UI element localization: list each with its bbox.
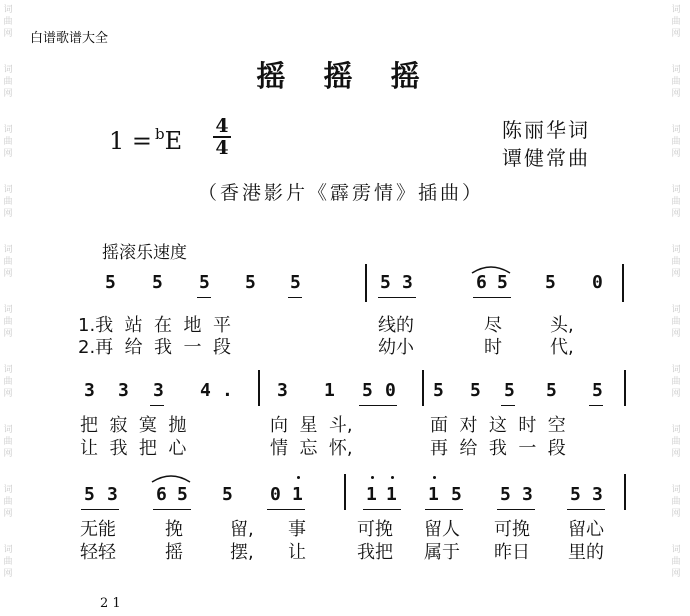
lyric-verse1-part14: 可挽 <box>494 519 530 540</box>
watermark-column-left: 词 曲 网 词 曲 网 词 曲 网 词 曲 网 词 曲 网 词 曲 网 词 曲 网 词 曲 网 词 曲 网 词 曲 网 <box>3 5 13 579</box>
flat-sign: b <box>155 125 165 143</box>
watermark-column-right: 词 曲 网 词 曲 网 词 曲 网 词 曲 网 词 曲 网 词 曲 网 词 曲 网 词 曲 网 词 曲 网 词 曲 网 <box>671 5 681 579</box>
lyric-verse2-part6: 情 忘 怀, <box>270 438 353 459</box>
lyric-verse1-part7: 面 对 这 时 空 <box>430 415 566 436</box>
dotted-note-mark: . <box>222 380 233 401</box>
song-title: 摇 摇 摇 <box>256 59 434 93</box>
underline <box>150 405 164 406</box>
bar-line <box>344 474 346 510</box>
note: 1 <box>292 484 303 505</box>
lyric-verse2-part4: 代, <box>550 337 574 358</box>
note: 5 <box>105 272 116 293</box>
high-octave-dot <box>433 476 436 479</box>
high-octave-dot <box>391 476 394 479</box>
note: 0 <box>385 380 396 401</box>
lyric-verse1-part10: 留, <box>230 519 254 540</box>
subtitle: （香港影片《霹雳情》插曲） <box>198 182 485 204</box>
lyric-verse2-part11: 让 <box>288 542 306 563</box>
bar-line <box>622 264 624 302</box>
note: 5 <box>84 484 95 505</box>
lyric-verse2-part7: 再 给 我 一 段 <box>430 438 566 459</box>
underline <box>288 297 302 298</box>
lyric-verse1-part4: 头, <box>550 315 574 336</box>
note: 3 <box>84 380 95 401</box>
lyric-verse1-part13: 留人 <box>424 519 460 540</box>
underline <box>497 509 535 510</box>
note: 3 <box>118 380 129 401</box>
key-signature <box>109 125 182 155</box>
note: 5 <box>177 484 188 505</box>
bar-line <box>422 370 424 406</box>
note: 5 <box>545 272 556 293</box>
underline <box>267 509 305 510</box>
note: 3 <box>107 484 118 505</box>
lyric-verse1-part15: 留心 <box>568 519 604 540</box>
site-label: 白谱歌谱大全 <box>30 31 109 46</box>
high-octave-dot <box>297 476 300 479</box>
underline <box>589 405 603 406</box>
note: 3 <box>522 484 533 505</box>
note: 5 <box>500 484 511 505</box>
note: 5 <box>470 380 481 401</box>
composer-credit: 谭健常曲 <box>502 146 590 170</box>
page-number: 2 1 <box>100 596 121 611</box>
underline <box>378 297 416 298</box>
lyric-verse2-part13: 属于 <box>424 542 460 563</box>
lyric-verse2-part8: 轻轻 <box>80 542 116 563</box>
lyric-verse1-part2: 线的 <box>378 315 414 336</box>
note: 5 <box>152 272 163 293</box>
underline <box>153 509 191 510</box>
note: 5 <box>451 484 462 505</box>
lyric-verse1-part5: 把 寂 寞 抛 <box>80 415 187 436</box>
note: 5 <box>504 380 515 401</box>
underline <box>363 509 401 510</box>
note: 0 <box>270 484 281 505</box>
note: 5 <box>546 380 557 401</box>
note: 5 <box>380 272 391 293</box>
underline <box>501 405 515 406</box>
note: 4 <box>200 380 211 401</box>
note: 6 <box>476 272 487 293</box>
note: 5 <box>290 272 301 293</box>
bar-line <box>624 474 626 510</box>
lyric-verse2-part9: 摇 <box>165 542 183 563</box>
lyric-verse1-part8: 无能 <box>80 519 116 540</box>
note: 5 <box>497 272 508 293</box>
lyricist-credit: 陈丽华词 <box>502 118 590 142</box>
lyric-verse2-part5: 让 我 把 心 <box>80 438 187 459</box>
bar-line <box>365 264 367 302</box>
note: 3 <box>153 380 164 401</box>
key-note: E <box>164 127 183 155</box>
tempo-marking: 摇滚乐速度 <box>102 243 187 263</box>
lyric-verse1-part12: 可挽 <box>357 519 393 540</box>
tie-arc <box>150 473 192 483</box>
lyric-verse2-part3: 时 <box>484 337 502 358</box>
note: 1 <box>324 380 335 401</box>
bar-line <box>624 370 626 406</box>
underline <box>473 297 511 298</box>
note: 5 <box>592 380 603 401</box>
note: 5 <box>245 272 256 293</box>
lyric-verse1-part6: 向 星 斗, <box>270 415 353 436</box>
lyric-verse1-part11: 事 <box>288 519 306 540</box>
note: 5 <box>433 380 444 401</box>
note: 1 <box>428 484 439 505</box>
lyric-verse2-part2: 幼小 <box>378 337 414 358</box>
note: 5 <box>570 484 581 505</box>
lyric-verse1-part9: 挽 <box>165 519 183 540</box>
lyric-verse1-part1: 1.我 站 在 地 平 <box>78 315 231 336</box>
time-signature-bottom: 4 <box>215 137 229 159</box>
note: 1 <box>366 484 377 505</box>
note: 5 <box>199 272 210 293</box>
lyric-verse2-part14: 昨日 <box>494 542 530 563</box>
underline <box>425 509 463 510</box>
note: 1 <box>386 484 397 505</box>
underline <box>567 509 605 510</box>
key-prefix: 1 = <box>109 127 153 155</box>
lyric-verse2-part1: 2.再 给 我 一 段 <box>78 337 231 358</box>
note: 0 <box>592 272 603 293</box>
bar-line <box>258 370 260 406</box>
lyric-verse2-part10: 摆, <box>230 542 254 563</box>
underline <box>81 509 119 510</box>
note: 3 <box>277 380 288 401</box>
high-octave-dot <box>371 476 374 479</box>
underline <box>197 297 211 298</box>
lyric-verse2-part12: 我把 <box>357 542 393 563</box>
time-signature-top: 4 <box>215 115 229 137</box>
lyric-verse2-part15: 里的 <box>568 542 604 563</box>
time-signature <box>213 117 231 157</box>
note: 3 <box>402 272 413 293</box>
note: 5 <box>222 484 233 505</box>
note: 3 <box>592 484 603 505</box>
note: 5 <box>362 380 373 401</box>
underline <box>359 405 397 406</box>
lyric-verse1-part3: 尽 <box>484 315 502 336</box>
note: 6 <box>156 484 167 505</box>
